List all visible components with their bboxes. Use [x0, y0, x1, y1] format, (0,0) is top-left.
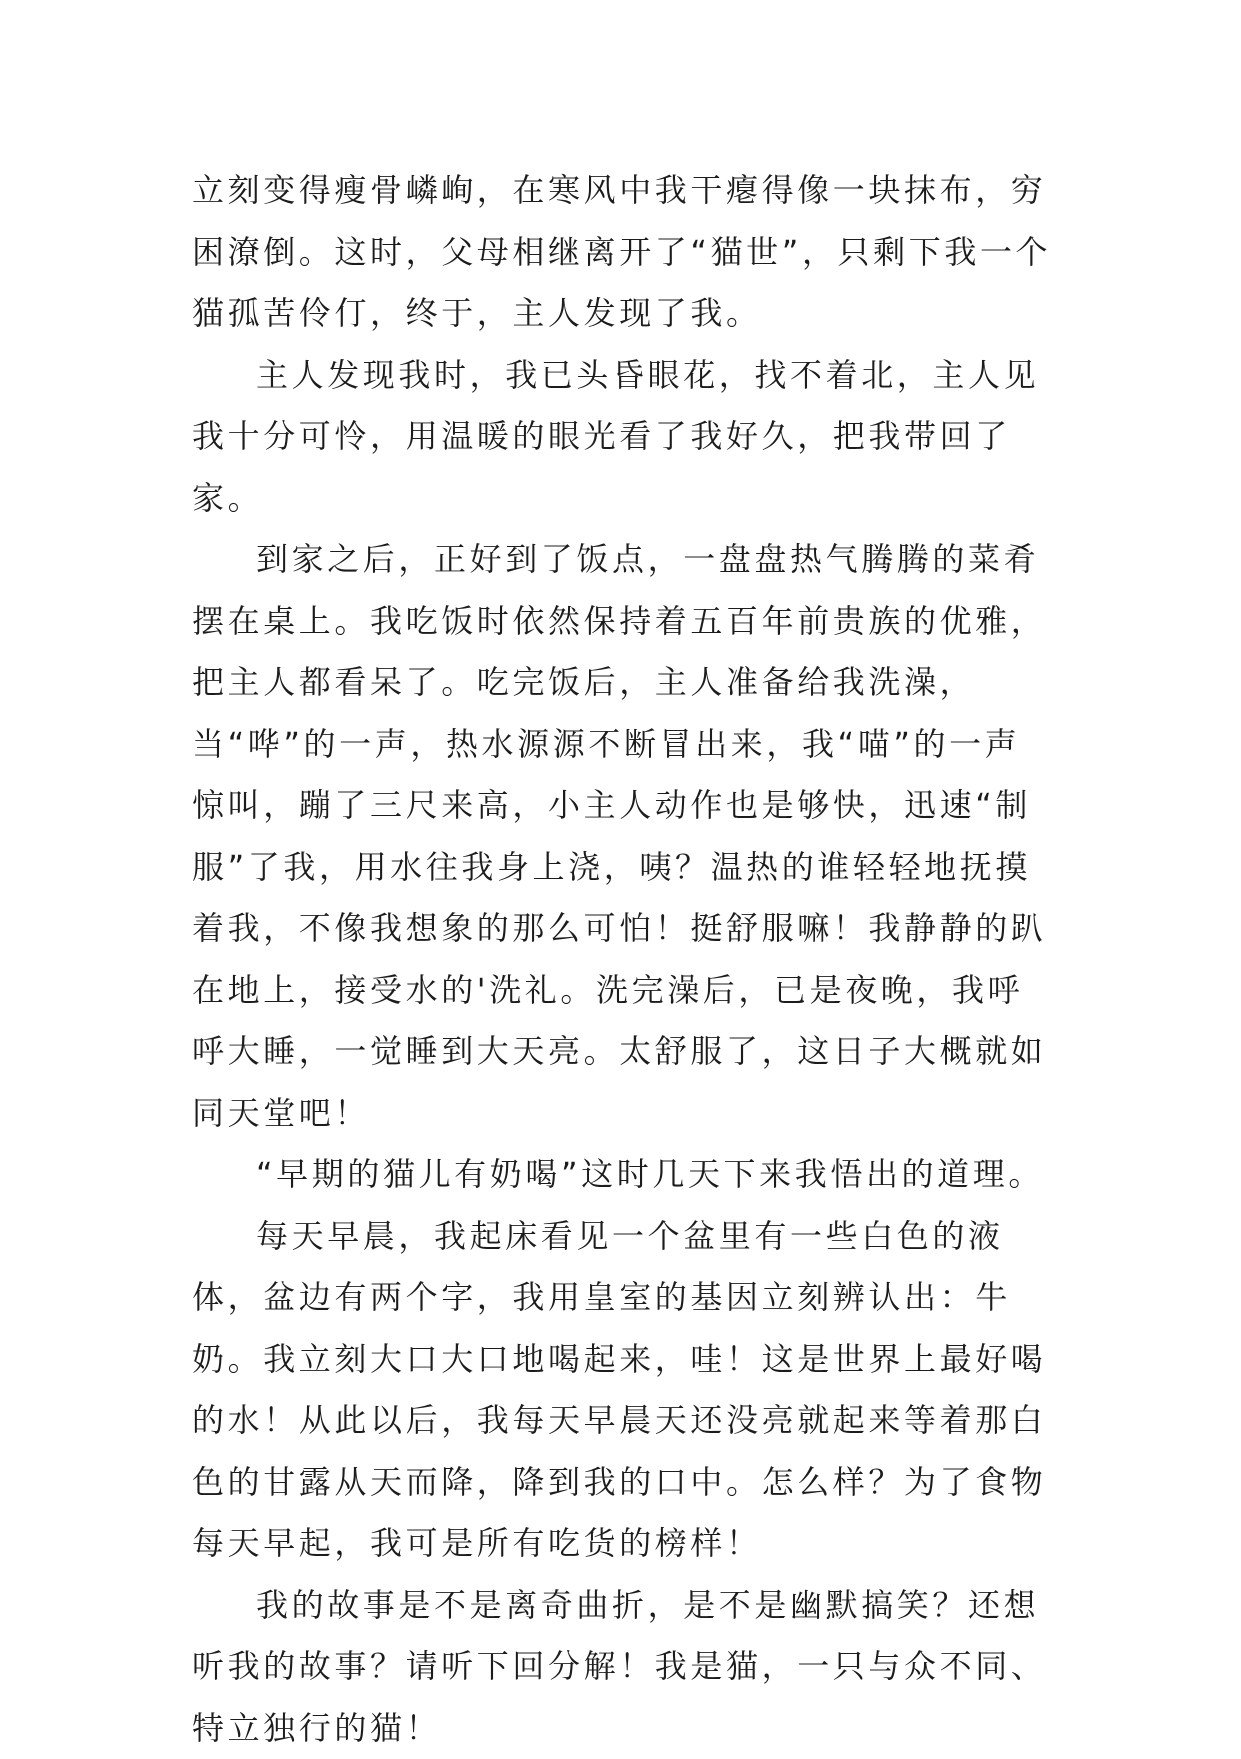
paragraph-6: 我的故事是不是离奇曲折，是不是幽默搞笑？还想听我的故事？请听下回分解！我是猫，一只与众不同、特立独行的猫！ [192, 1575, 1054, 1759]
paragraph-3: 到家之后，正好到了饭点，一盘盘热气腾腾的菜肴摆在桌上。我吃饭时依然保持着五百年前贵族的优雅，把主人都看呆了。吃完饭后，主人准备给我洗澡，当“哗”的一声，热水源源不断冒出来，我“喵”的一声惊叫，蹦了三尺来高，小主人动作也是够快，迅速“制服”了我，用水往我身上浇，咦？温热的谁轻轻地抚摸着我，不像我想象的那么可怕！挺舒服嘛！我静静的趴在地上，接受水的'洗礼。洗完澡后，已是夜晚，我呼呼大睡，一觉睡到大天亮。太舒服了，这日子大概就如同天堂吧！ [192, 529, 1054, 1144]
paragraph-1: 立刻变得瘦骨嶙峋，在寒风中我干瘪得像一块抹布，穷困潦倒。这时，父母相继离开了“猫世”，只剩下我一个猫孤苦伶仃，终于，主人发现了我。 [192, 160, 1054, 345]
document-body [192, 160, 1054, 1759]
paragraph-4: “早期的猫儿有奶喝”这时几天下来我悟出的道理。 [192, 1144, 1054, 1206]
paragraph-5: 每天早晨，我起床看见一个盆里有一些白色的液体，盆边有两个字，我用皇室的基因立刻辨认出：牛奶。我立刻大口大口地喝起来，哇！这是世界上最好喝的水！从此以后，我每天早晨天还没亮就起来等着那白色的甘露从天而降，降到我的口中。怎么样？为了食物每天早起，我可是所有吃货的榜样！ [192, 1206, 1054, 1575]
paragraph-2: 主人发现我时，我已头昏眼花，找不着北，主人见我十分可怜，用温暖的眼光看了我好久，把我带回了家。 [192, 345, 1054, 530]
